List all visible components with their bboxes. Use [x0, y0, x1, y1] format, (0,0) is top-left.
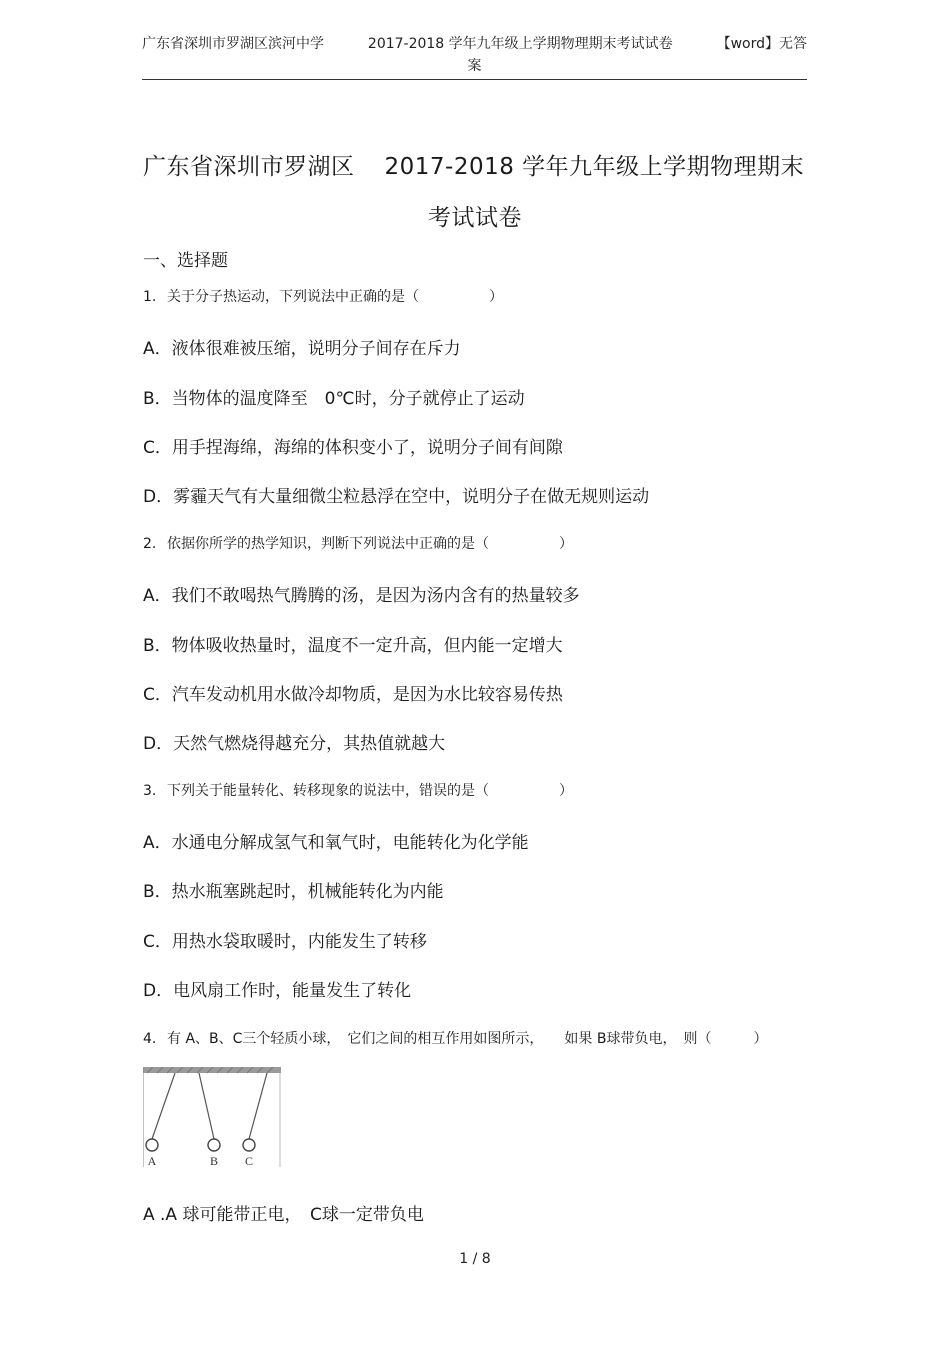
question-stem: 关于分子热运动，下列说法中正确的是（ ） [167, 289, 503, 305]
q2-option-b: B．物体吸收热量时，温度不一定升高，但内能一定增大 [143, 636, 563, 656]
document-title-line1 [143, 148, 804, 181]
q3-option-c: C．用热水袋取暖时，内能发生了转移 [143, 932, 427, 952]
q1-option-b: B．当物体的温度降至 0℃时，分子就停止了运动 [143, 389, 525, 409]
question-number: 2. [143, 536, 157, 552]
thread-c [249, 1073, 267, 1139]
question-stem: 下列关于能量转化、转移现象的说法中，错误的是（ ） [167, 783, 573, 799]
header-exam-title: 2017-2018 学年九年级上学期物理期末考试试卷 [367, 36, 673, 52]
ball-b [208, 1139, 220, 1151]
header-format-tag: 【word】无答 [716, 36, 807, 52]
section-heading: 一、选择题 [143, 251, 228, 271]
thread-a [152, 1073, 175, 1139]
q4-option-a: A .A 球可能带正电， C球一定带负电 [143, 1205, 424, 1225]
question-number: 3. [143, 783, 157, 799]
question-number: 4. [143, 1031, 157, 1047]
q1-option-d: D．雾霾天气有大量细微尘粒悬浮在空中，说明分子在做无规则运动 [143, 487, 650, 507]
header-format-tag-continued: 案 [467, 58, 482, 74]
pith-balls-diagram [143, 1067, 281, 1167]
label-b: B [209, 1154, 219, 1167]
thread-b [199, 1073, 214, 1139]
question-stem: 有 A、B、C三个轻质小球， 它们之间的相互作用如图所示， 如果 B球带负电， 则（ ） [167, 1031, 768, 1047]
q2-option-c: C．汽车发动机用水做冷却物质，是因为水比较容易传热 [143, 685, 563, 705]
title-year-subject: 2017-2018 学年九年级上学期物理期末 [384, 154, 805, 180]
q3-option-d: D．电风扇工作时，能量发生了转化 [143, 981, 412, 1001]
q2-option-d: D．天然气燃烧得越充分，其热值就越大 [143, 734, 446, 754]
label-c: C [244, 1154, 254, 1167]
title-region: 广东省深圳市罗湖区 [143, 154, 355, 180]
header-divider [142, 79, 807, 80]
ball-c [243, 1139, 255, 1151]
ball-a [146, 1139, 158, 1151]
question-number: 1. [143, 289, 157, 305]
header-line [142, 33, 807, 55]
q1-option-a: A．液体很难被压缩，说明分子间存在斥力 [143, 339, 461, 359]
q1-option-c: C．用手捏海绵，海绵的体积变小了，说明分子间有间隙 [143, 438, 563, 458]
q2-option-a: A．我们不敢喝热气腾腾的汤，是因为汤内含有的热量较多 [143, 586, 580, 606]
q3-option-a: A．水通电分解成氢气和氧气时，电能转化为化学能 [143, 833, 529, 853]
header-school: 广东省深圳市罗湖区滨河中学 [142, 36, 324, 52]
q3-option-b: B．热水瓶塞跳起时，机械能转化为内能 [143, 882, 444, 902]
question-1 [143, 286, 503, 306]
page-number: 1 / 8 [459, 1251, 491, 1267]
pith-balls-figure [143, 1067, 281, 1167]
page-header [142, 33, 807, 77]
question-stem: 依据你所学的热学知识，判断下列说法中正确的是（ ） [167, 536, 573, 552]
question-3 [143, 780, 573, 800]
label-a: A [147, 1154, 157, 1167]
question-4 [143, 1028, 767, 1048]
document-title-line2: 考试试卷 [428, 205, 522, 231]
question-2 [143, 533, 573, 553]
